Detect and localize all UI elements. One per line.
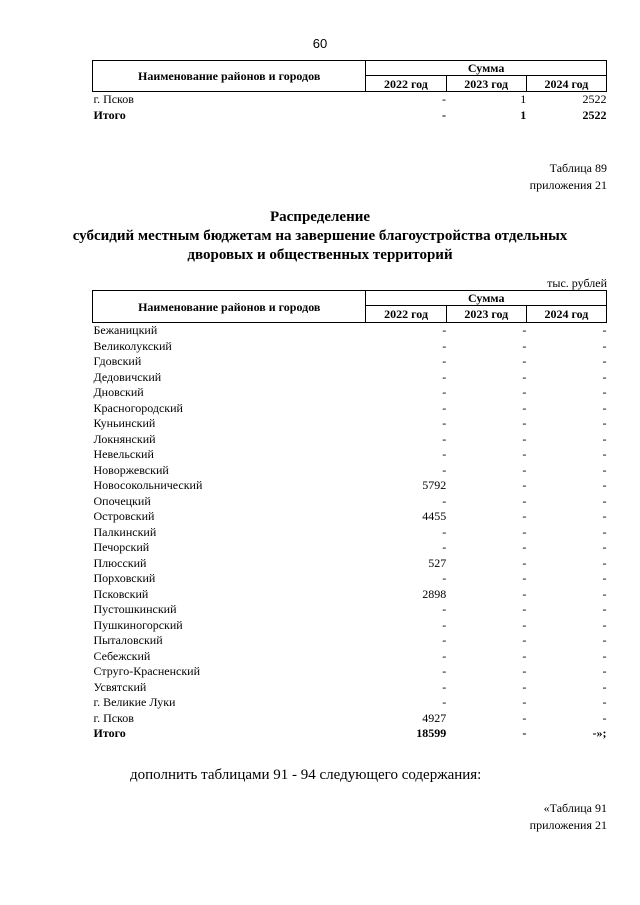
row-value-2024: - xyxy=(602,447,607,461)
row-name: г. Псков xyxy=(93,710,134,725)
row-value-2022: - xyxy=(442,524,447,539)
row-value-2022: 4927 xyxy=(422,710,447,725)
row-value-2022: - xyxy=(442,617,447,632)
row-value-2022: - xyxy=(442,493,447,508)
row-value-2023: - xyxy=(522,338,527,353)
total-value-2024: 2522 xyxy=(582,107,607,122)
col-header-sum: Сумма xyxy=(366,61,607,76)
row-value-2023: - xyxy=(522,571,527,585)
row-value-2022: - xyxy=(442,400,447,415)
row-name: Пушкиногорский xyxy=(93,617,183,632)
row-value-2023: 1 xyxy=(520,92,527,106)
row-value-2024: 2522 xyxy=(582,92,607,106)
row-value-2022: 4455 xyxy=(422,509,447,523)
row-name: Палкинский xyxy=(93,524,157,539)
row-name: Островский xyxy=(93,509,155,523)
row-value-2023: - xyxy=(522,400,527,415)
unit-label: тыс. рублей xyxy=(547,276,607,290)
table-heading xyxy=(0,208,640,265)
col-header-year: 2022 год xyxy=(366,76,446,92)
row-name: Новосокольнический xyxy=(93,478,203,492)
total-value-2022: 18599 xyxy=(416,726,447,740)
row-value-2023: - xyxy=(522,447,527,461)
row-value-2024: - xyxy=(602,555,607,570)
row-name: Опочецкий xyxy=(93,493,151,508)
table-1 xyxy=(92,60,607,123)
row-name: Пыталовский xyxy=(93,633,163,647)
row-value-2023: - xyxy=(522,509,527,523)
table-total-row xyxy=(93,726,607,742)
table-row xyxy=(93,680,607,696)
table-row xyxy=(93,385,607,401)
row-value-2024: - xyxy=(602,524,607,539)
row-name: Плюсский xyxy=(93,555,147,570)
col-header-year: 2023 год xyxy=(446,76,526,92)
row-value-2022: - xyxy=(442,354,447,368)
row-value-2024: - xyxy=(602,385,607,399)
table-row xyxy=(93,432,607,448)
table-row xyxy=(93,478,607,494)
row-value-2022: - xyxy=(442,664,447,678)
row-value-2023: - xyxy=(522,462,527,477)
row-name: Пустошкинский xyxy=(93,602,177,616)
row-value-2024: - xyxy=(602,679,607,694)
row-value-2022: - xyxy=(442,679,447,694)
row-value-2022: - xyxy=(442,447,447,461)
row-value-2024: - xyxy=(602,493,607,508)
row-value-2022: - xyxy=(442,602,447,616)
col-header-year: 2023 год xyxy=(446,306,526,323)
next-appendix-number: приложения 21 xyxy=(529,818,607,832)
row-value-2023: - xyxy=(522,524,527,539)
row-value-2023: - xyxy=(522,602,527,616)
row-name: г. Псков xyxy=(93,92,134,106)
total-value-2024: -»; xyxy=(592,726,607,740)
row-name: Новоржевский xyxy=(93,462,169,477)
row-name: Порховский xyxy=(93,571,156,585)
row-name: Печорский xyxy=(93,540,150,554)
heading-line: Распределение xyxy=(269,209,371,225)
row-value-2024: - xyxy=(602,602,607,616)
table-row xyxy=(93,602,607,618)
table-row xyxy=(93,540,607,556)
table-row xyxy=(93,323,607,339)
table-row xyxy=(93,695,607,711)
row-value-2024: - xyxy=(602,431,607,446)
row-value-2024: - xyxy=(602,664,607,678)
row-value-2024: - xyxy=(602,509,607,523)
total-name: Итого xyxy=(93,107,126,122)
table-row xyxy=(93,525,607,541)
table-row xyxy=(93,463,607,479)
row-name: Невельский xyxy=(93,447,154,461)
row-value-2022: - xyxy=(442,385,447,399)
row-value-2024: - xyxy=(602,416,607,430)
total-value-2022: - xyxy=(442,107,447,122)
table-row xyxy=(93,664,607,680)
appendix-number: приложения 21 xyxy=(529,178,607,192)
table-row xyxy=(93,509,607,525)
row-value-2022: - xyxy=(442,540,447,554)
page-number: 60 xyxy=(312,36,328,51)
row-name: Дедовичский xyxy=(93,369,162,384)
row-value-2022: - xyxy=(442,338,447,353)
col-header-name: Наименование районов и городов xyxy=(93,61,366,92)
table-row xyxy=(93,556,607,572)
row-value-2022: - xyxy=(442,431,447,446)
row-value-2024: - xyxy=(602,617,607,632)
table-row xyxy=(93,339,607,355)
total-name: Итого xyxy=(93,726,126,740)
row-name: г. Великие Луки xyxy=(93,695,176,709)
col-header-year: 2024 год xyxy=(526,306,606,323)
table-number: Таблица 89 xyxy=(549,161,607,175)
table-reference xyxy=(530,160,607,194)
row-value-2023: - xyxy=(522,679,527,694)
table-row xyxy=(93,401,607,417)
col-header-name: Наименование районов и городов xyxy=(93,291,366,323)
row-value-2023: - xyxy=(522,478,527,492)
row-value-2022: - xyxy=(442,369,447,384)
row-value-2022: 527 xyxy=(428,555,447,570)
col-header-year: 2022 год xyxy=(366,306,446,323)
row-value-2023: - xyxy=(522,369,527,384)
row-name: Себежский xyxy=(93,648,151,663)
row-name: Бежаницкий xyxy=(93,323,158,337)
row-value-2022: - xyxy=(442,695,447,709)
row-name: Дновский xyxy=(93,385,144,399)
row-value-2023: - xyxy=(522,431,527,446)
row-value-2024: - xyxy=(602,400,607,415)
total-value-2023: 1 xyxy=(520,107,527,122)
addition-text: дополнить таблицами 91 - 94 следующего содержания: xyxy=(130,767,482,783)
row-value-2023: - xyxy=(522,664,527,678)
table-row xyxy=(93,711,607,727)
row-value-2024: - xyxy=(602,586,607,601)
row-name: Усвятский xyxy=(93,679,147,694)
heading-line: дворовых и общественных территорий xyxy=(187,247,453,263)
row-value-2023: - xyxy=(522,555,527,570)
table-2 xyxy=(92,290,607,742)
table-row xyxy=(93,618,607,634)
heading-line: субсидий местным бюджетам на завершение благоустройства отдельных xyxy=(72,228,568,244)
table-row xyxy=(93,370,607,386)
col-header-year: 2024 год xyxy=(526,76,606,92)
table-row xyxy=(93,416,607,432)
table-row xyxy=(93,571,607,587)
row-name: Псковский xyxy=(93,586,149,601)
row-value-2023: - xyxy=(522,323,527,337)
row-value-2023: - xyxy=(522,540,527,554)
row-value-2024: - xyxy=(602,633,607,647)
row-value-2024: - xyxy=(602,695,607,709)
table-row xyxy=(93,354,607,370)
table-row xyxy=(93,649,607,665)
row-value-2023: - xyxy=(522,493,527,508)
row-name: Гдовский xyxy=(93,354,142,368)
row-value-2022: - xyxy=(442,323,447,337)
row-value-2024: - xyxy=(602,323,607,337)
col-header-sum: Сумма xyxy=(366,291,607,306)
total-value-2023: - xyxy=(522,726,527,740)
table-row xyxy=(93,494,607,510)
row-value-2024: - xyxy=(602,710,607,725)
row-value-2024: - xyxy=(602,571,607,585)
row-value-2024: - xyxy=(602,648,607,663)
row-name: Куньинский xyxy=(93,416,156,430)
row-value-2023: - xyxy=(522,648,527,663)
row-value-2024: - xyxy=(602,462,607,477)
row-name: Великолукский xyxy=(93,338,172,353)
row-value-2023: - xyxy=(522,695,527,709)
row-name: Струго-Красненский xyxy=(93,664,201,678)
row-value-2023: - xyxy=(522,416,527,430)
table-row xyxy=(93,447,607,463)
row-value-2022: 2898 xyxy=(422,586,447,601)
row-value-2023: - xyxy=(522,617,527,632)
table-row xyxy=(93,587,607,603)
row-value-2022: 5792 xyxy=(422,478,447,492)
row-value-2023: - xyxy=(522,633,527,647)
row-value-2022: - xyxy=(442,633,447,647)
next-table-reference xyxy=(530,800,607,834)
table-total-row xyxy=(93,108,607,124)
row-value-2024: - xyxy=(602,478,607,492)
row-value-2024: - xyxy=(602,369,607,384)
row-value-2022: - xyxy=(442,571,447,585)
row-value-2023: - xyxy=(522,710,527,725)
row-value-2022: - xyxy=(442,416,447,430)
row-value-2022: - xyxy=(442,648,447,663)
row-value-2023: - xyxy=(522,385,527,399)
row-value-2024: - xyxy=(602,540,607,554)
row-value-2024: - xyxy=(602,338,607,353)
next-table-number: «Таблица 91 xyxy=(543,801,607,815)
row-value-2022: - xyxy=(442,462,447,477)
row-value-2024: - xyxy=(602,354,607,368)
row-value-2023: - xyxy=(522,586,527,601)
table-row xyxy=(93,633,607,649)
row-value-2022: - xyxy=(442,92,447,106)
row-name: Красногородский xyxy=(93,400,183,415)
row-value-2023: - xyxy=(522,354,527,368)
row-name: Локнянский xyxy=(93,431,156,446)
table-row xyxy=(93,92,607,108)
